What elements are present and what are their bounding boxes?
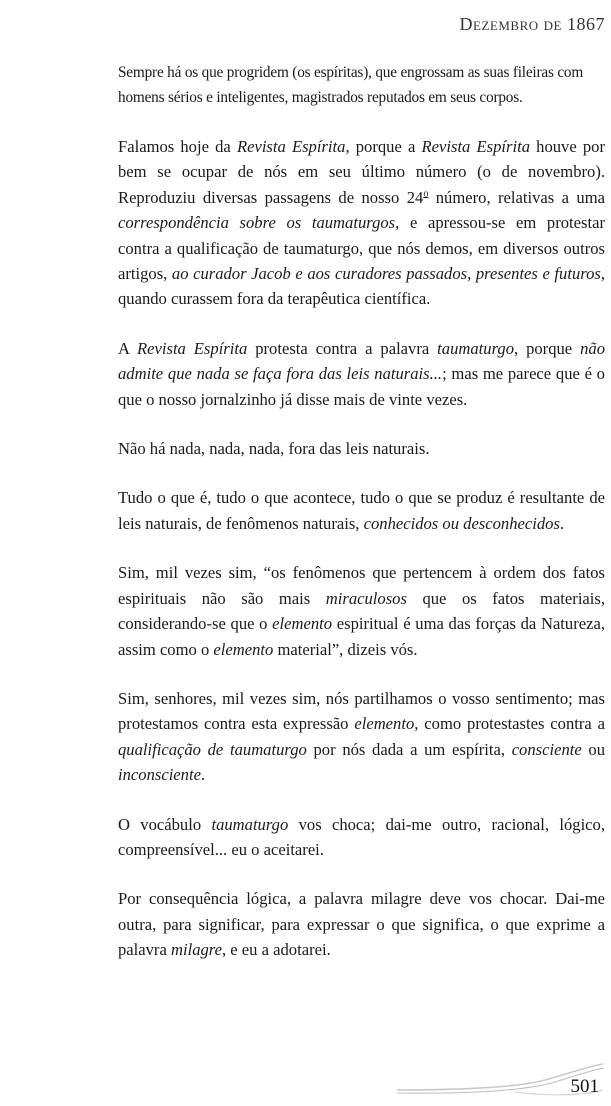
page-number: 501 <box>570 1076 599 1097</box>
text-run: que os fatos materiais, considerando-se que o <box>118 588 606 634</box>
paragraph-6 <box>118 560 605 662</box>
paragraph-8 <box>118 812 605 863</box>
text-run: , porque <box>514 338 581 358</box>
text-run: A <box>118 338 138 358</box>
text-run: . <box>200 765 206 785</box>
text-run: , e eu a adotarei. <box>222 940 331 960</box>
text-run: Falamos hoje da <box>118 137 237 156</box>
running-head: Dezembro de 1867 <box>459 14 605 34</box>
italic-text: Revista Espírita <box>421 137 530 156</box>
body-text <box>118 60 605 963</box>
italic-text: não admite que nada se faça fora das leis naturais... <box>118 338 606 384</box>
text-run: . <box>559 513 565 533</box>
text-run: , quando curassem fora da terapêutica científica. <box>118 264 605 309</box>
page-folio <box>395 1060 605 1100</box>
italic-text: ao curador Jacob e aos curadores passados, presentes e futuros <box>171 264 601 284</box>
italic-text: qualificação de taumaturgo <box>118 739 307 759</box>
italic-text: Revista Espírita <box>236 137 346 156</box>
text-run: , porque a <box>345 137 422 156</box>
text-run: , e apressou-se em protestar contra a qualificação de taumaturgo, que nós demos, em diversos outros artigos, <box>118 213 605 284</box>
text-run: ou <box>581 739 605 759</box>
paragraph-4 <box>118 436 605 461</box>
text-run: ; mas me parece que é o que o nosso jornalzinho já disse mais de vinte vezes. <box>118 364 605 409</box>
paragraph-5 <box>118 485 605 536</box>
italic-text: elemento <box>354 714 415 734</box>
paragraph-9 <box>118 886 605 962</box>
ordinal-indicator: o <box>423 188 429 200</box>
paragraph-7 <box>118 686 605 788</box>
text-run: material”, dizeis vós. <box>273 639 418 659</box>
text-run: Sempre há os que progridem (os espíritas), que engrossam as suas fileiras com homens sérios e inteligentes, magistrados reputados em seus corpos. <box>118 64 584 106</box>
italic-text: Revista Espírita <box>137 338 248 358</box>
italic-text: miraculosos <box>325 588 407 608</box>
text-run: Não há nada, nada, nada, fora das leis naturais. <box>118 439 430 459</box>
text-run: espiritual é uma das forças da Natureza, assim como o <box>118 614 605 659</box>
paragraph-1 <box>118 60 605 110</box>
italic-text: taumaturgo <box>211 814 289 834</box>
italic-text: elemento <box>272 614 333 634</box>
text-run: Sim, mil vezes sim, “os fenômenos que pertencem à ordem dos fatos espirituais não são mais <box>118 563 605 608</box>
italic-text: milagre <box>170 940 222 960</box>
text-run: número, relativas a uma <box>428 187 605 207</box>
italic-text: taumaturgo <box>437 338 514 358</box>
text-run: houve por bem se ocupar de nós em seu último número (o de novembro). Reproduziu diversas passagens de nosso 24 <box>118 137 605 207</box>
text-run: , como protestastes contra a <box>414 714 606 734</box>
paragraph-3 <box>118 336 605 412</box>
italic-text: elemento <box>213 639 274 659</box>
text-run: Por consequência lógica, a palavra milagre deve vos chocar. Dai-me outra, para significar, para expressar o que significa, o que exprime a palavra <box>118 889 605 960</box>
text-run: por nós dada a um espírita, <box>306 739 512 759</box>
italic-text: correspondência sobre os taumaturgos <box>118 213 396 233</box>
text-run: Sim, senhores, mil vezes sim, nós partilhamos o vosso sentimento; mas protestamos contra esta expressão <box>118 688 605 734</box>
text-run: vos choca; dai-me outro, racional, lógico, compreensível... eu o aceitarei. <box>118 814 605 859</box>
paragraph-2 <box>118 134 605 312</box>
italic-text: inconsciente <box>118 765 201 785</box>
italic-text: conhecidos ou desconhecidos <box>363 513 560 533</box>
text-run: protesta contra a palavra <box>247 338 438 358</box>
italic-text: consciente <box>511 739 582 759</box>
text-run: O vocábulo <box>118 814 212 834</box>
text-run: Tudo o que é, tudo o que acontece, tudo o que se produz é resultante de leis naturais, de fenômenos naturais, <box>118 488 605 533</box>
